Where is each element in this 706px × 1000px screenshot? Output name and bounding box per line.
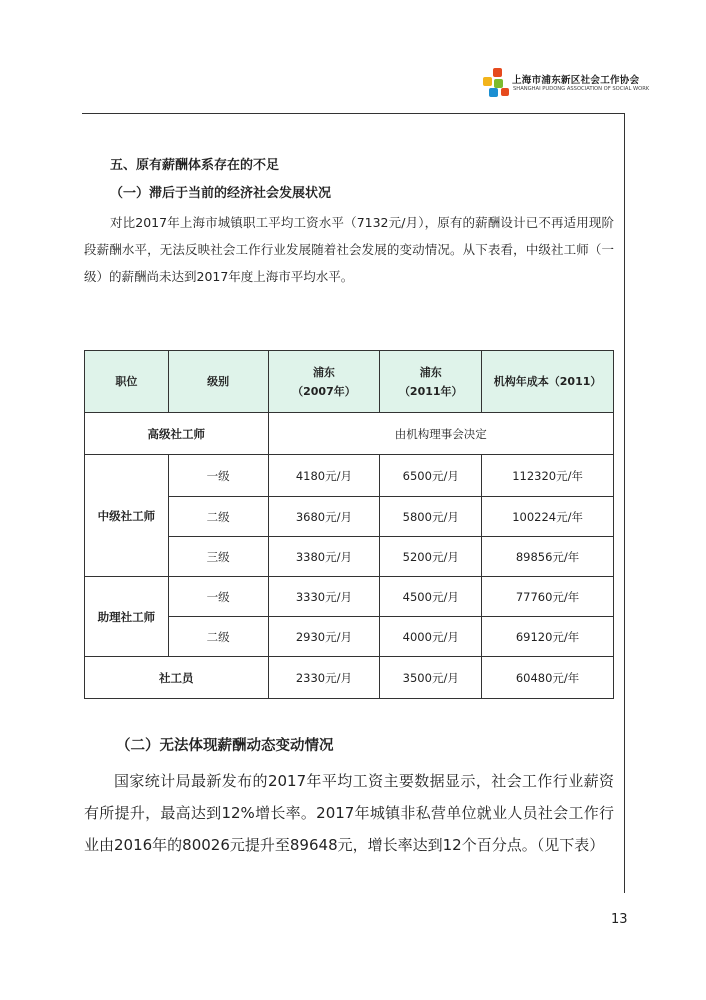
header-cell-level: 级别 xyxy=(168,351,268,413)
association-logo xyxy=(480,66,690,100)
value-cell: 3680元/月 xyxy=(268,497,380,537)
table-row xyxy=(85,657,614,699)
value-cell: 4500元/月 xyxy=(380,577,482,617)
value-cell: 100224元/年 xyxy=(482,497,614,537)
puzzle-logo-icon xyxy=(480,66,514,100)
value-cell: 112320元/年 xyxy=(482,455,614,497)
table-row xyxy=(85,577,614,617)
level-cell: 二级 xyxy=(168,497,268,537)
level-cell: 二级 xyxy=(168,617,268,657)
level-cell: 一级 xyxy=(168,577,268,617)
value-cell: 2930元/月 xyxy=(268,617,380,657)
value-cell: 5800元/月 xyxy=(380,497,482,537)
subsection-title-2: （二）无法体现薪酬动态变动情况 xyxy=(116,738,334,754)
value-cell: 77760元/年 xyxy=(482,577,614,617)
org-name-en: SHANGHAI PUDONG ASSOCIATION OF SOCIAL WORK xyxy=(513,86,650,92)
value-cell: 3500元/月 xyxy=(380,657,482,699)
value-cell: 89856元/年 xyxy=(482,537,614,577)
header-rule xyxy=(82,113,624,114)
intermediate-title-cell: 中级社工师 xyxy=(85,455,169,577)
senior-note-cell: 由机构理事会决定 xyxy=(268,413,613,455)
salary-table xyxy=(84,350,614,699)
senior-title-cell: 高级社工师 xyxy=(85,413,269,455)
value-cell: 4180元/月 xyxy=(268,455,380,497)
header-cell-annual-cost: 机构年成本（2011） xyxy=(482,351,614,413)
value-cell: 4000元/月 xyxy=(380,617,482,657)
table-row xyxy=(85,455,614,497)
value-cell: 60480元/年 xyxy=(482,657,614,699)
table-row xyxy=(85,413,614,455)
header-cell-pudong-2007: 浦东 （2007年） xyxy=(268,351,380,413)
org-name-cn: 上海市浦东新区社会工作协会 xyxy=(512,75,640,86)
level-cell: 一级 xyxy=(168,455,268,497)
table-header-row xyxy=(85,351,614,413)
value-cell: 6500元/月 xyxy=(380,455,482,497)
header-cell-position: 职位 xyxy=(85,351,169,413)
value-cell: 3380元/月 xyxy=(268,537,380,577)
paragraph-2: 国家统计局最新发布的2017年平均工资主要数据显示，社会工作行业薪资有所提升，最高达到12%增长率。2017年城镇非私营单位就业人员社会工作行业由2016年的80026元提升至89648元，增长率达到12个百分点。（见下表） xyxy=(84,772,614,854)
value-cell: 2330元/月 xyxy=(268,657,380,699)
paragraph-1: 对比2017年上海市城镇职工平均工资水平（7132元/月），原有的薪酬设计已不再适用现阶段薪酬水平，无法反映社会工作行业发展随着社会发展的变动情况。从下表看，中级社工师（一级）的薪酬尚未达到2017年度上海市平均水平。 xyxy=(84,215,614,284)
subsection-title-1: （一）滞后于当前的经济社会发展状况 xyxy=(110,186,332,201)
value-cell: 69120元/年 xyxy=(482,617,614,657)
worker-title-cell: 社工员 xyxy=(85,657,269,699)
value-cell: 3330元/月 xyxy=(268,577,380,617)
header-cell-pudong-2011: 浦东 （2011年） xyxy=(380,351,482,413)
section-title: 五、原有薪酬体系存在的不足 xyxy=(110,158,280,173)
value-cell: 5200元/月 xyxy=(380,537,482,577)
page-number: 13 xyxy=(611,912,628,927)
level-cell: 三级 xyxy=(168,537,268,577)
side-rule xyxy=(624,113,625,893)
assistant-title-cell: 助理社工师 xyxy=(85,577,169,657)
